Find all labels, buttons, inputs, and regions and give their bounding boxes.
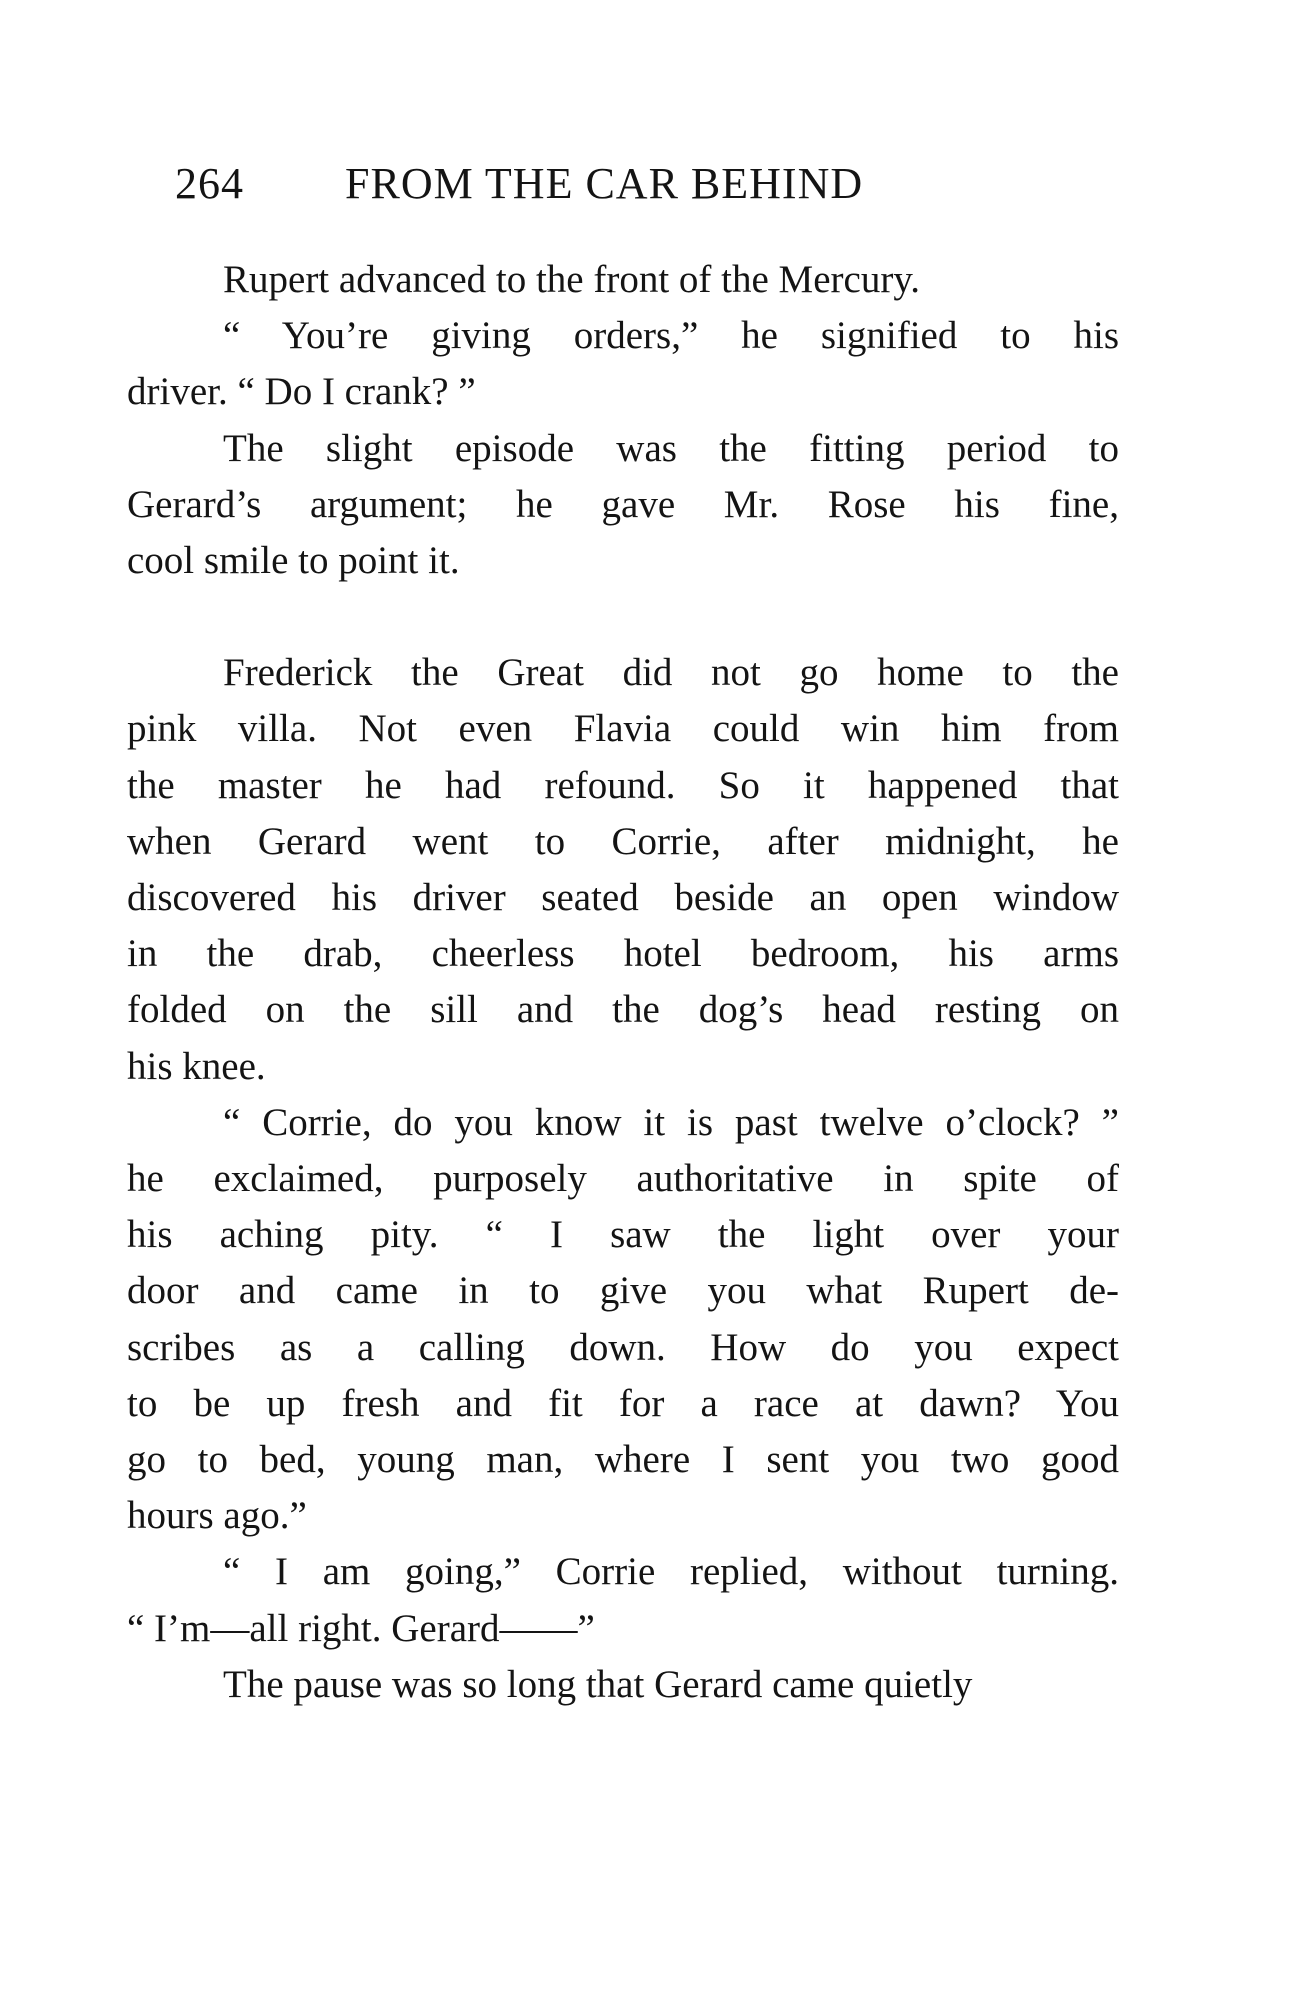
text-line: he exclaimed, purposely authoritative in spite of bbox=[127, 1157, 1119, 1201]
text-line: scribes as a calling down. How do you expect bbox=[127, 1325, 1119, 1369]
body-text bbox=[127, 252, 1119, 1713]
text-line: Gerard’s argument; he gave Mr. Rose his fine, bbox=[127, 482, 1119, 526]
text-line: hours ago.” bbox=[127, 1494, 307, 1538]
running-title: FROM THE CAR BEHIND bbox=[345, 159, 864, 208]
text-line: cool smile to point it. bbox=[127, 539, 460, 583]
text-line: his aching pity. “ I saw the light over your bbox=[127, 1213, 1119, 1257]
text-line: Frederick the Great did not go home to the bbox=[223, 651, 1119, 695]
text-line: when Gerard went to Corrie, after midnight, he bbox=[127, 819, 1119, 863]
page-number: 264 bbox=[175, 159, 244, 208]
paragraph bbox=[127, 421, 1119, 590]
text-line: door and came in to give you what Rupert de- bbox=[127, 1269, 1119, 1313]
paragraph bbox=[175, 252, 1119, 308]
text-line: discovered his driver seated beside an open window bbox=[127, 876, 1119, 920]
text-line: “ You’re giving orders,” he signified to his bbox=[223, 314, 1119, 358]
text-line: the master he had refound. So it happened that bbox=[127, 763, 1119, 807]
paragraph bbox=[127, 308, 1119, 420]
text-line: in the drab, cheerless hotel bedroom, his arms bbox=[127, 932, 1119, 976]
text-line: pink villa. Not even Flavia could win him from bbox=[127, 707, 1119, 751]
section-break bbox=[175, 589, 1119, 645]
text-line: The pause was so long that Gerard came quietly bbox=[223, 1662, 973, 1706]
page-header bbox=[175, 158, 1135, 214]
text-line: folded on the sill and the dog’s head resting on bbox=[127, 988, 1119, 1032]
text-line: go to bed, young man, where I sent you two good bbox=[127, 1438, 1119, 1482]
text-line: Rupert advanced to the front of the Mercury. bbox=[223, 258, 921, 301]
text-line: “ I am going,” Corrie replied, without turning. bbox=[223, 1550, 1119, 1594]
paragraph bbox=[175, 1657, 1119, 1713]
paragraph bbox=[127, 645, 1119, 1095]
text-line: his knee. bbox=[127, 1044, 266, 1088]
text-line: “ I’m—all right. Gerard——” bbox=[127, 1606, 595, 1650]
text-line: driver. “ Do I crank? ” bbox=[127, 370, 476, 414]
text-line: “ Corrie, do you know it is past twelve o’clock? ” bbox=[223, 1100, 1119, 1144]
paragraph bbox=[127, 1095, 1119, 1545]
text-line: The slight episode was the fitting period to bbox=[223, 426, 1119, 470]
text-line: to be up fresh and fit for a race at dawn? You bbox=[127, 1381, 1119, 1425]
paragraph bbox=[127, 1544, 1119, 1656]
